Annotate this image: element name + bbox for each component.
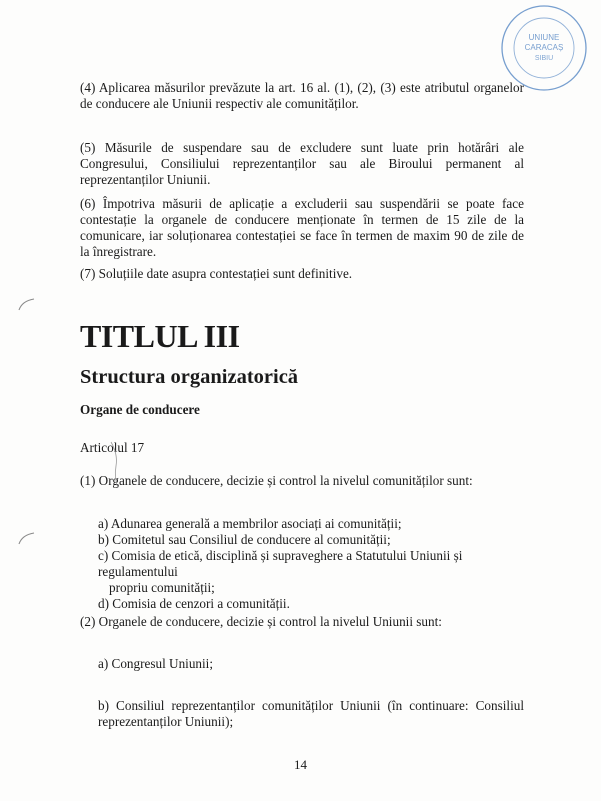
list-item: a) Adunarea generală a membrilor asociați ai comunității; — [98, 516, 402, 531]
stamp-line-2: CARACAȘ — [524, 43, 564, 52]
paragraph-5: (5) Măsurile de suspendare sau de excludere sunt luate prin hotărâri ale Congresului, Consiliului reprezentanților sau ale Biroului permanent al reprezentanților Uniunii. — [80, 140, 524, 187]
subtitle-heading: Structura organizatorică — [80, 366, 299, 388]
article-label: Articolul 17 — [80, 440, 145, 455]
list-item: b) Comitetul sau Consiliul de conducere al comunității; — [98, 532, 391, 547]
article-17-paragraph-2: (2) Organele de conducere, decizie și control la nivelul Uniunii sunt: — [80, 614, 442, 629]
list-item: c) Comisia de etică, disciplină și supraveghere a Statutului Uniunii și regulamentului — [98, 548, 463, 579]
article-17-paragraph-1: (1) Organele de conducere, decizie și control la nivelul comunităților sunt: — [80, 473, 473, 488]
list-item-continuation: propriu comunității; — [109, 580, 215, 595]
list-item: a) Congresul Uniunii; — [98, 656, 214, 671]
list-union-organs-b: b) Consiliul reprezentanților comunităților Uniunii (în continuare: Consiliul reprezentanților Uniunii); — [98, 698, 524, 729]
punch-mark — [16, 296, 38, 316]
section-heading: Organe de conducere — [80, 402, 200, 417]
pencil-stroke — [108, 440, 122, 490]
punch-mark — [16, 530, 38, 550]
list-community-organs — [98, 516, 528, 612]
paragraph-4: (4) Aplicarea măsurilor prevăzute la art. 16 al. (1), (2), (3) este atributul organelor de conducere ale Uniunii respectiv ale comunităților. — [80, 80, 524, 111]
list-union-organs-a — [98, 656, 528, 672]
paragraph-6: (6) Împotriva măsurii de aplicație a excluderii sau suspendării se poate face contestație la organele de conducere menționate în termen de 15 zile de la comunicare, iar soluționarea contestației se face în termen de maxim 90 de zile de la înregistrare. — [80, 196, 524, 259]
page-number: 14 — [294, 757, 307, 772]
stamp-line-1: UNIUNE — [528, 33, 560, 42]
stamp-line-3: SIBIU — [534, 55, 554, 62]
list-item: d) Comisia de cenzori a comunității. — [98, 596, 290, 611]
paragraph-7: (7) Soluțiile date asupra contestației sunt definitive. — [80, 266, 353, 281]
title-heading: TITLUL III — [80, 318, 240, 354]
